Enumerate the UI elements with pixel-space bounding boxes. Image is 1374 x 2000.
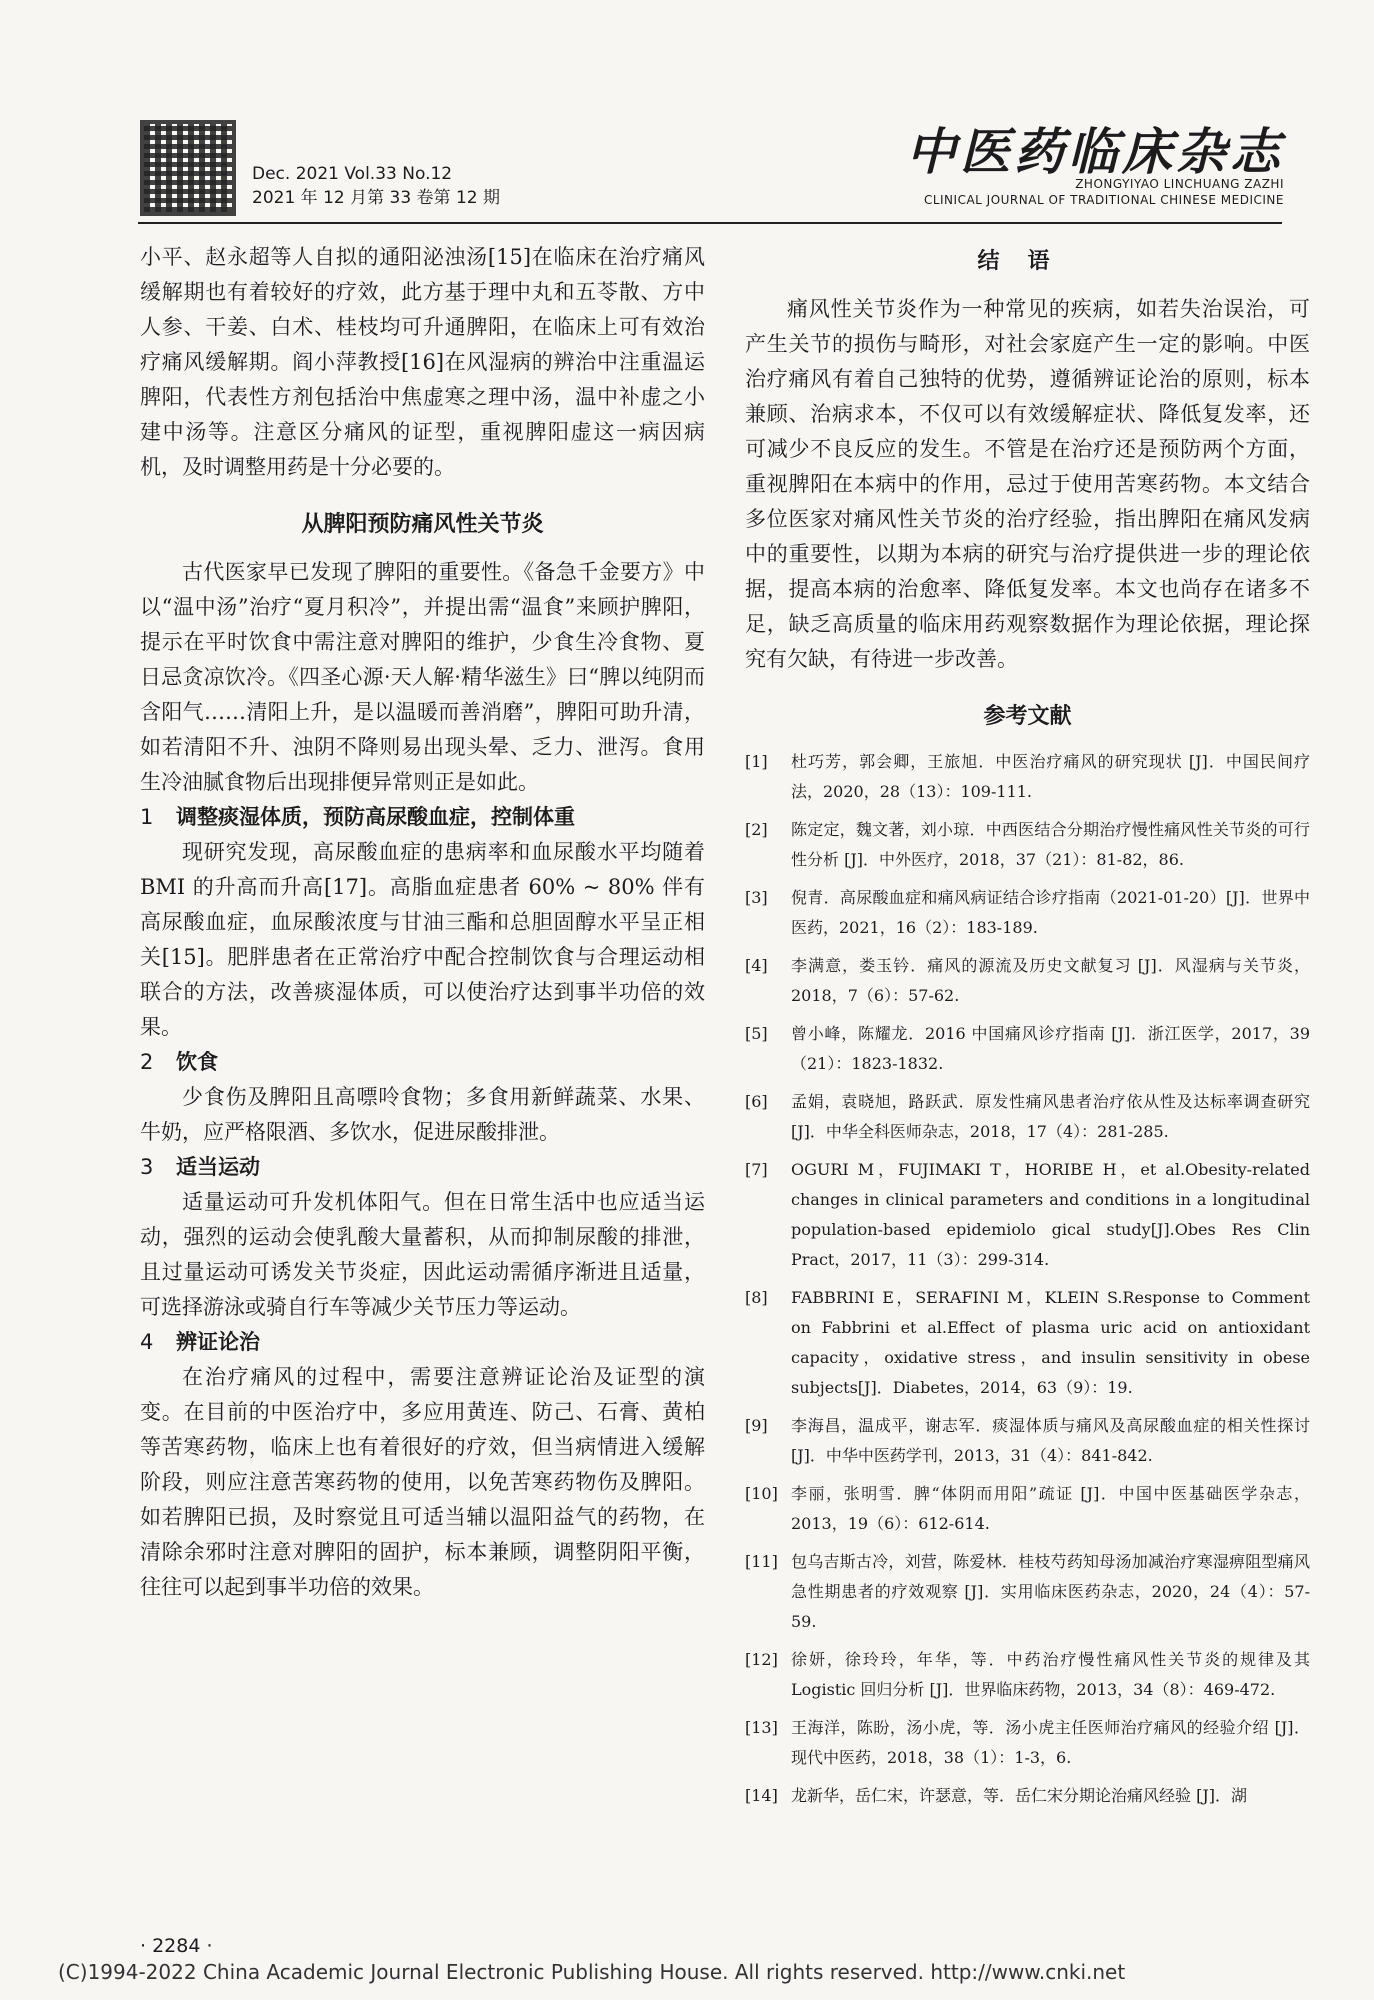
journal-subtitle [924, 176, 1284, 208]
reference-item [745, 883, 1310, 943]
paragraph: 少食伤及脾阳且高嘌呤食物；多食用新鲜蔬菜、水果、牛奶，应严格限酒、多饮水，促进尿酸排泄。 [140, 1085, 705, 1144]
reference-item [745, 1087, 1310, 1147]
reference-text: 包乌吉斯古冷，刘营，陈爱林．桂枝芍药知母汤加减治疗寒湿痹阻型痛风急性期患者的疗效观察 [J]．实用临床医药杂志，2020，24（4）：57-59. [791, 1552, 1310, 1631]
right-column [745, 240, 1310, 1819]
paragraph: 现研究发现，高尿酸血症的患病率和血尿酸水平均随着 BMI 的升高而升高[17]。高脂血症患者 60% ~ 80% 伴有高尿酸血症，血尿酸浓度与甘油三酯和总胆固醇水平呈正相关[15]。肥胖患者在正常治疗中配合控制饮食与合理运动相联合的方法，改善痰湿体质，可以使治疗达到事半功倍的效果。 [140, 840, 705, 1039]
reference-text: 孟娟，袁晓旭，路跃武．原发性痛风患者治疗依从性及达标率调查研究 [J]．中华全科医师杂志，2018，17（4）：281-285. [791, 1092, 1310, 1141]
reference-number: [6] [745, 1092, 768, 1111]
reference-text: 徐妍，徐玲玲，年华，等．中药治疗慢性痛风性关节炎的规律及其 Logistic 回归分析 [J]．世界临床药物，2013，34（8）：469-472. [791, 1650, 1310, 1699]
left-column [140, 240, 705, 1605]
paragraph: 小平、赵永超等人自拟的通阳泌浊汤[15]在临床在治疗痛风缓解期也有着较好的疗效，此方基于理中丸和五苓散、方中人参、干姜、白术、桂枝均可升通脾阳，在临床上可有效治疗痛风缓解期。阎小萍教授[16]在风湿病的辨治中注重温运脾阳，代表性方剂包括治中焦虚寒之理中汤，温中补虚之小建中汤等。注意区分痛风的证型，重视脾阳虚这一病因病机，及时调整用药是十分必要的。 [140, 245, 705, 479]
reference-item [745, 1547, 1310, 1637]
paragraph: 适量运动可升发机体阳气。但在日常生活中也应适当运动，强烈的运动会使乳酸大量蓄积，从而抑制尿酸的排泄，且过量运动可诱发关节炎症，因此运动需循序渐进且适量，可选择游泳或骑自行车等减少关节压力等运动。 [140, 1190, 705, 1319]
reference-number: [9] [745, 1416, 768, 1435]
reference-item [745, 747, 1310, 807]
copyright-line: (C)1994-2022 China Academic Journal Electronic Publishing House. All rights reserved. http://www.cnki.net [58, 1960, 1126, 1984]
reference-text: FABBRINI E，SERAFINI M，KLEIN S.Response to Comment on Fabbrini et al.Effect of plasma uric acid on antioxidant capacity，oxidative stress，and insulin sensitivity in obese subjects[J]．Diabetes，2014，63（9）：19. [791, 1288, 1310, 1397]
reference-item [745, 1019, 1310, 1079]
reference-text: 李海昌，温成平，谢志军．痰湿体质与痛风及高尿酸血症的相关性探讨 [J]．中华中医药学刊，2013，31（4）：841-842. [791, 1416, 1310, 1465]
reference-text: 倪青．高尿酸血症和痛风病证结合诊疗指南（2021-01-20）[J]．世界中医药，2021，16（2）：183-189. [791, 888, 1310, 937]
reference-number: [11] [745, 1552, 778, 1571]
issue-cn: 2021 年 12 月第 33 卷第 12 期 [252, 188, 500, 208]
reference-number: [1] [745, 752, 768, 771]
reference-text: 龙新华，岳仁宋，许瑟意，等．岳仁宋分期论治痛风经验 [J]．湖 [791, 1786, 1247, 1805]
reference-item [745, 1713, 1310, 1773]
subsection-heading-1: 1 调整痰湿体质，预防高尿酸血症，控制体重 [140, 805, 575, 829]
journal-pinyin: ZHONGYIYAO LINCHUANG ZAZHI [1075, 177, 1284, 191]
reference-number: [12] [745, 1650, 778, 1669]
reference-text: 杜巧芳，郭会卿，王旅旭．中医治疗痛风的研究现状 [J]．中国民间疗法，2020，28（13）：109-111. [791, 752, 1310, 801]
reference-number: [4] [745, 956, 768, 975]
reference-text: 李满意，娄玉钤．痛风的源流及历史文献复习 [J]．风湿病与关节炎，2018，7（6）：57-62. [791, 956, 1310, 1005]
reference-item [745, 815, 1310, 875]
reference-number: [13] [745, 1718, 778, 1737]
subsection-heading-3: 3 适当运动 [140, 1155, 260, 1179]
reference-number: [14] [745, 1786, 778, 1805]
paragraph: 在治疗痛风的过程中，需要注意辨证论治及证型的演变。在目前的中医治疗中，多应用黄连、防己、石膏、黄柏等苦寒药物，临床上也有着很好的疗效，但当病情进入缓解阶段，则应注意苦寒药物的使用，以免苦寒药物伤及脾阳。如若脾阳已损，及时察觉且可适当辅以温阳益气的药物，在清除余邪时注意对脾阳的固护，标本兼顾，调整阴阳平衡，往往可以起到事半功倍的效果。 [140, 1365, 705, 1599]
conclusion-title: 结语 [977, 248, 1078, 274]
reference-number: [3] [745, 888, 768, 907]
reference-item [745, 1479, 1310, 1539]
section-title: 从脾阳预防痛风性关节炎 [301, 511, 544, 537]
reference-number: [10] [745, 1484, 778, 1503]
references-title: 参考文献 [983, 703, 1072, 729]
header-divider [138, 222, 1282, 224]
subsection-heading-4: 4 辨证论治 [140, 1330, 260, 1354]
page-number: · 2284 · [140, 1935, 213, 1957]
reference-text: 曾小峰，陈耀龙．2016 中国痛风诊疗指南 [J]．浙江医学，2017，39（21）：1823-1832. [791, 1024, 1310, 1073]
reference-item [745, 951, 1310, 1011]
reference-text: 李丽，张明雪．脾“体阴而用阳”疏证 [J]．中国中医基础医学杂志，2013，19（6）：612-614. [791, 1484, 1310, 1533]
issue-en: Dec. 2021 Vol.33 No.12 [252, 164, 453, 184]
reference-item [745, 1645, 1310, 1705]
reference-item [745, 1283, 1310, 1403]
reference-list [745, 747, 1310, 1811]
journal-english: CLINICAL JOURNAL OF TRADITIONAL CHINESE MEDICINE [923, 193, 1284, 207]
reference-text: 陈定定，魏文著，刘小琼．中西医结合分期治疗慢性痛风性关节炎的可行性分析 [J]．中外医疗，2018，37（21）：81-82，86. [791, 820, 1310, 869]
reference-item [745, 1781, 1310, 1811]
reference-number: [8] [745, 1288, 768, 1307]
reference-text: OGURI M，FUJIMAKI T，HORIBE H，et al.Obesity-related changes in clinical parameters and conditions in a longitudinal population-based epidemiolo gical study[J].Obes Res Clin Pract，2017，11（3）：299-314. [791, 1160, 1310, 1269]
journal-title: 中医药临床杂志 [906, 122, 1284, 181]
issue-info [252, 162, 500, 210]
reference-number: [5] [745, 1024, 768, 1043]
qr-code-icon [140, 120, 236, 216]
reference-text: 王海洋，陈盼，汤小虎，等．汤小虎主任医师治疗痛风的经验介绍 [J]．现代中医药，2018，38（1）：1-3，6. [791, 1718, 1310, 1767]
reference-item [745, 1155, 1310, 1275]
reference-number: [7] [745, 1160, 768, 1179]
conclusion-paragraph: 痛风性关节炎作为一种常见的疾病，如若失治误治，可产生关节的损伤与畸形，对社会家庭产生一定的影响。中医治疗痛风有着自己独特的优势，遵循辨证论治的原则，标本兼顾、治病求本，不仅可以有效缓解症状、降低复发率，还可减少不良反应的发生。不管是在治疗还是预防两个方面，重视脾阳在本病中的作用，忌过于使用苦寒药物。本文结合多位医家对痛风性关节炎的治疗经验，指出脾阳在痛风发病中的重要性，以期为本病的研究与治疗提供进一步的理论依据，提高本病的治愈率、降低复发率。本文也尚存在诸多不足，缺乏高质量的临床用药观察数据作为理论依据，理论探究有欠缺，有待进一步改善。 [745, 297, 1310, 671]
reference-item [745, 1411, 1310, 1471]
subsection-heading-2: 2 饮食 [140, 1050, 218, 1074]
reference-number: [2] [745, 820, 768, 839]
paragraph: 古代医家早已发现了脾阳的重要性。《备急千金要方》中以“温中汤”治疗“夏月积冷”，并提出需“温食”来顾护脾阳，提示在平时饮食中需注意对脾阳的维护，少食生冷食物、夏日忌贪凉饮冷。《四圣心源·天人解·精华滋生》曰“脾以纯阴而含阳气……清阳上升，是以温暖而善消磨”，脾阳可助升清，如若清阳不升、浊阴不降则易出现头晕、乏力、泄泻。食用生冷油腻食物后出现排便异常则正是如此。 [140, 560, 705, 794]
